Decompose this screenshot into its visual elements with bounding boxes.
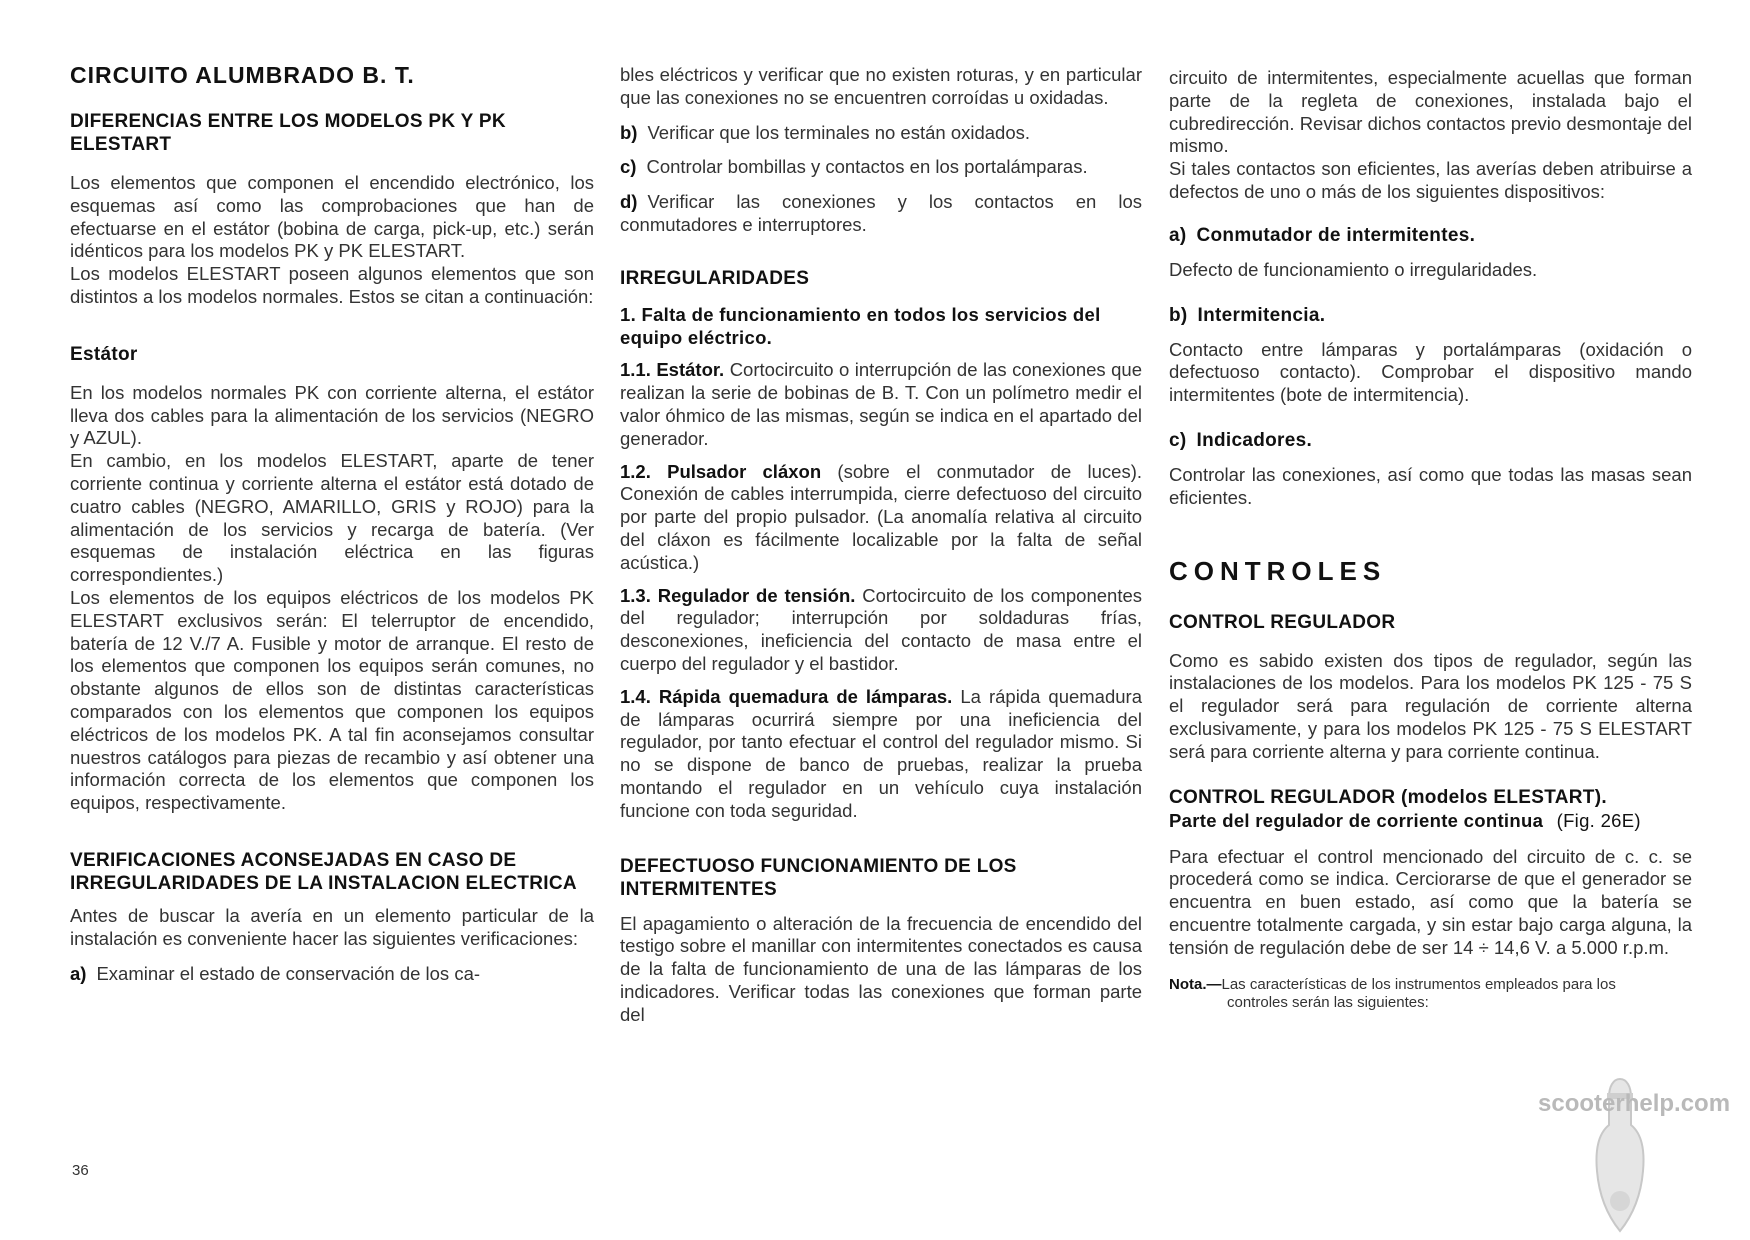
- paragraph-efectuar-control: Para efectuar el control mencionado del circuito de c. c. se procederá como se indica. Cerciorarse de que el generador se encuentra en buen estado, así como que la batería se encuentre totalmente cargada, y sin estar bajo carga alguna, la tensión de regulación debe de ser 14 ÷ 14,6 V. a 5.000 r.p.m.: [1169, 845, 1692, 958]
- watermark: scooterhelp.com: [1538, 1090, 1731, 1117]
- page-number: 36: [72, 1162, 89, 1179]
- paragraph-encendido: Los elementos que componen el encendido electrónico, los esquemas así como las comprobaciones que han de efectuarse en el estátor (bobina de carga, pick-up, etc.) serán idénticos para los modelos PK y PK ELESTART.: [70, 172, 594, 262]
- note-text: Las características de los instrumentos empleados para los controles serán las siguientes:: [1221, 975, 1616, 1011]
- column-middle: [620, 58, 1142, 1027]
- paragraph-estator-elestart: En cambio, en los modelos ELESTART, aparte de tener corriente continua y corriente alterna el estátor está dotado de cuatro cables (NEGRO, AMARILLO, GRIS y ROJO) para la alimentación de los servicios y recarga de batería. (Ver esquemas de instalación eléctrica en las figuras correspondientes.): [70, 450, 594, 586]
- paragraph-apagamiento: El apagamiento o alteración de la frecuencia de encendido del testigo sobre el manillar con intermitentes conectados es causa de la falta de funcionamiento de una de las lámparas de los indicadores. Verificar todas las conexiones que forman parte del: [620, 912, 1142, 1025]
- note-label: Nota.—: [1169, 975, 1222, 993]
- column-left: [70, 58, 594, 985]
- section-title-circuito: CIRCUITO ALUMBRADO B. T.: [70, 62, 415, 88]
- note: [1169, 976, 1692, 1012]
- paragraph-equipos-electricos: Los elementos de los equipos eléctricos de los modelos PK ELESTART exclusivos serán: El telerruptor de encendido, batería de 12 V./7 A. Fusible y motor de arranque. El resto de los elementos que componen los equipos serán comunes, no obstante algunos de ellos son de distintas características comparados con los elementos que componen los equipos eléctricos de los modelos PK. A tal fin aconsejamos consultar nuestros catálogos para piezas de recambio y así obtener una información correcta de los elementos que componen los equipos, respectivamente.: [70, 586, 594, 814]
- item-1-3-text: Cortocircuito de los componentes del regulador; interrupción por soldaduras frías, desconexiones, ineficiencia del contacto de masa entre el cuerpo del regulador y el bastidor.: [620, 584, 1142, 674]
- list-text-d: Verificar las conexiones y los contactos en los conmutadores e interruptores.: [620, 191, 1142, 235]
- list-label-c: c): [1169, 429, 1187, 451]
- heading-estator: Estátor: [70, 343, 138, 365]
- paragraph-antes-de-buscar: Antes de buscar la avería en un elemento particular de la instalación es conveniente hacer las siguientes verificaciones:: [70, 904, 594, 949]
- subheading-falta-funcionamiento: 1. Falta de funcionamiento en todos los servicios del equipo eléctrico.: [620, 303, 1101, 348]
- paragraph-controlar-conexiones: Controlar las conexiones, así como que todas las masas sean eficientes.: [1169, 463, 1692, 508]
- item-1-4-label: 1.4. Rápida quemadura de lámparas.: [620, 685, 953, 707]
- figure-reference: (Fig. 26E): [1556, 809, 1641, 831]
- list-label-a: a): [1169, 224, 1187, 246]
- list-item-indicadores: [1169, 429, 1692, 452]
- paragraph-tipos-regulador: Como es sabido existen dos tipos de regulador, según las instalaciones de los modelos. Para los modelos PK 125 - 75 S el regulador será para regulación de corriente alterna exclusivamente, y para los modelos PK 125 - 75 S ELESTART será para corriente alterna y para corriente continua.: [1169, 649, 1692, 762]
- heading-diferencias: DIFERENCIAS ENTRE LOS MODELOS PK Y PK ELESTART: [70, 111, 506, 155]
- paragraph-defecto: Defecto de funcionamiento o irregularidades.: [1169, 258, 1538, 280]
- subheading-parte-text: Parte del regulador de corriente continua: [1169, 809, 1544, 831]
- item-1-1: [620, 359, 1142, 450]
- list-title-intermitencia: Intermitencia.: [1197, 304, 1326, 326]
- item-1-2-text: (sobre el conmutador de luces). Conexión de cables interrumpida, cierre defectuoso del circuito por parte del propio pulsador. (La anomalía relativa al circuito del cláxon es fácilmente localizable por la falta de señal acústica.): [620, 460, 1143, 573]
- paragraph-contacto-lamparas: Contacto entre lámparas y portalámparas (oxidación o defectuoso contacto). Comprobar el dispositivo mando intermitentes (bote de intermitencia).: [1169, 338, 1692, 406]
- list-title-conmutador: Conmutador de intermitentes.: [1196, 224, 1476, 246]
- list-text-c: Controlar bombillas y contactos en los portalámparas.: [646, 156, 1088, 178]
- item-1-4: [620, 686, 1142, 823]
- item-1-1-text: Cortocircuito o interrupción de las conexiones que realizan la serie de bobinas de B. T. Con un polímetro medir el valor óhmico de las mismas, según se indica en el apartado del generador.: [620, 359, 1143, 449]
- list-text-a: Examinar el estado de conservación de los ca-: [96, 962, 481, 984]
- item-1-4-text: La rápida quemadura de lámparas ocurrirá siempre por una ineficiencia del regulador, por tanto efectuar el control del regulador mismo. Si no se dispone de banco de pruebas, realizar la prueba montando el regulador en un vehículo cuya instalación funcione con toda seguridad.: [620, 685, 1142, 821]
- subheading-parte-regulador: [1169, 809, 1692, 832]
- list-label-a: a): [70, 962, 87, 984]
- list-label-c: c): [620, 156, 637, 178]
- heading-control-regulador-elestart: CONTROL REGULADOR (modelos ELESTART).: [1169, 786, 1607, 808]
- column-right: [1169, 58, 1692, 1012]
- heading-control-regulador: CONTROL REGULADOR: [1169, 611, 1396, 633]
- item-1-3-label: 1.3. Regulador de tensión.: [620, 584, 856, 606]
- list-item-a: [70, 963, 594, 986]
- paragraph-elestart-elements: Los modelos ELESTART poseen algunos elementos que son distintos a los modelos normales. Estos se citan a continuación:: [70, 263, 594, 307]
- paragraph-estator-normal: En los modelos normales PK con corriente alterna, el estátor lleva dos cables para la alimentación de los servicios (NEGRO y AZUL).: [70, 381, 594, 449]
- list-item-d: [620, 191, 1142, 237]
- item-1-2: [620, 461, 1142, 575]
- paragraph-a-continuation: bles eléctricos y verificar que no existen roturas, y en particular que las conexiones no se encuentren corroídas u oxidadas.: [620, 64, 1142, 108]
- paragraph-circuito-intermitentes: circuito de intermitentes, especialmente acuellas que forman parte de la regleta de conexiones, instalada bajo el cubredirección. Revisar dichos contactos previo desmontaje del mismo.: [1169, 67, 1692, 157]
- list-item-c: [620, 156, 1142, 179]
- item-1-3: [620, 585, 1142, 676]
- list-item-intermitencia: [1169, 304, 1692, 327]
- item-1-2-label: 1.2. Pulsador cláxon: [620, 460, 822, 482]
- heading-verificaciones: VERIFICACIONES ACONSEJADAS EN CASO DE IRREGULARIDADES DE LA INSTALACION ELECTRICA: [70, 849, 577, 894]
- list-text-b: Verificar que los terminales no están oxidados.: [647, 121, 1031, 143]
- list-item-b: [620, 122, 1142, 145]
- list-item-conmutador: [1169, 224, 1692, 247]
- list-title-indicadores: Indicadores.: [1196, 429, 1313, 451]
- section-title-controles: CONTROLES: [1169, 555, 1387, 586]
- paragraph-contactos-eficientes: Si tales contactos son eficientes, las averías deben atribuirse a defectos de uno o más de los siguientes dispositivos:: [1169, 158, 1692, 202]
- list-label-b: b): [1169, 304, 1188, 326]
- heading-irregularidades: IRREGULARIDADES: [620, 267, 810, 289]
- list-label-b: b): [620, 121, 638, 143]
- list-label-d: d): [620, 191, 638, 213]
- heading-intermitentes: DEFECTUOSO FUNCIONAMIENTO DE LOS INTERMITENTES: [620, 855, 1017, 900]
- item-1-1-label: 1.1. Estátor.: [620, 359, 725, 381]
